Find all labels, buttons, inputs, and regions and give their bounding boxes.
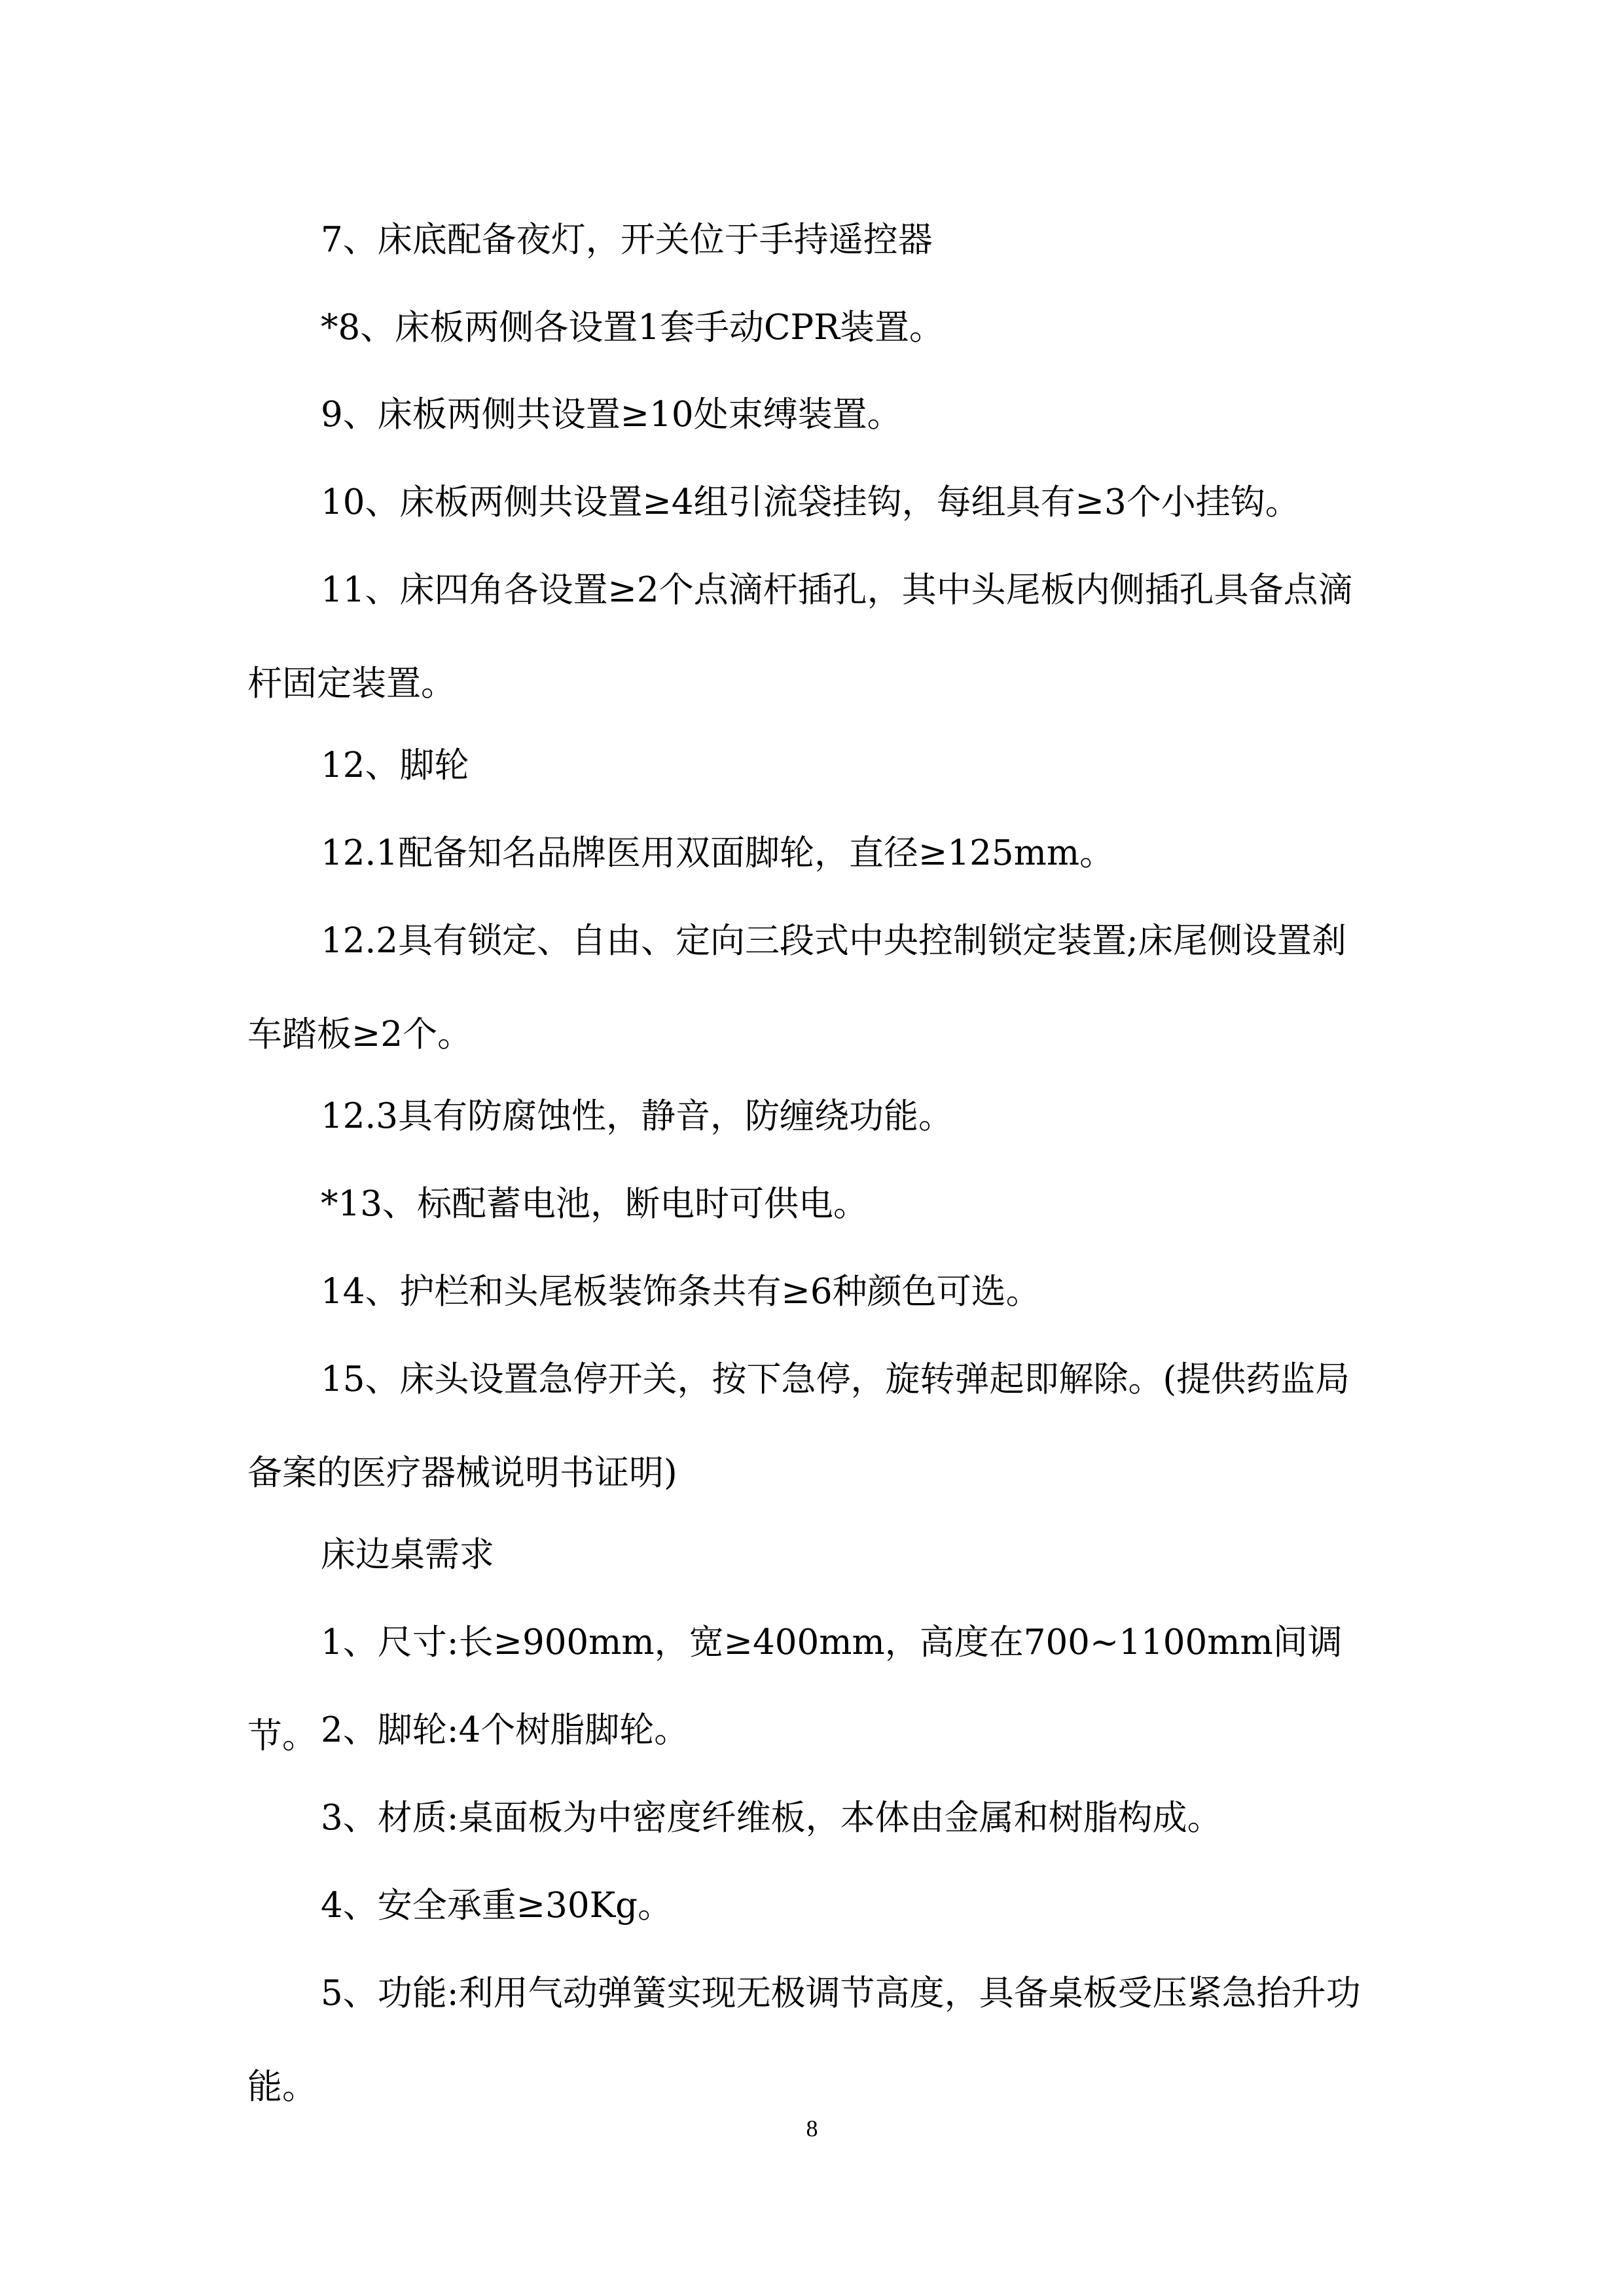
- paragraph-item-12-1: 12.1配备知名品牌医用双面脚轮，直径≥125mm。: [321, 833, 1115, 873]
- paragraph-item-12-2: 12.2具有锁定、自由、定向三段式中央控制锁定装置;床尾侧设置刹车踏板≥2个。: [247, 921, 1346, 1054]
- paragraph-item-9: 9、床板两侧共设置≥10处束缚装置。: [321, 395, 902, 435]
- paragraph-item-13: *13、标配蓄电池，断电时可供电。: [321, 1184, 868, 1224]
- paragraph-item-7: 7、床底配备夜灯，开关位于手持遥控器: [321, 220, 933, 260]
- paragraph-item-11: 11、床四角各设置≥2个点滴杆插孔，其中头尾板内侧插孔具备点滴杆固定装置。: [247, 570, 1353, 704]
- table-item-5: 5、功能:利用气动弹簧实现无极调节高度，具备桌板受压紧急抬升功能。: [247, 1973, 1361, 2107]
- page-number: 8: [806, 2115, 818, 2142]
- paragraph-item-10: 10、床板两侧共设置≥4组引流袋挂钩，每组具有≥3个小挂钩。: [321, 482, 1300, 522]
- table-item-3: 3、材质:桌面板为中密度纤维板，本体由金属和树脂构成。: [321, 1798, 1222, 1838]
- section-heading-bedside-table: 床边桌需求: [321, 1535, 494, 1575]
- table-item-1: 1、尺寸:长≥900mm，宽≥400mm，高度在700~1100mm间调节。: [247, 1623, 1343, 1756]
- paragraph-item-12: 12、脚轮: [321, 745, 469, 785]
- paragraph-item-8: *8、床板两侧各设置1套手动CPR装置。: [321, 308, 945, 348]
- paragraph-item-12-3: 12.3具有防腐蚀性，静音，防缠绕功能。: [321, 1096, 954, 1136]
- paragraph-item-14: 14、护栏和头尾板装饰条共有≥6种颜色可选。: [321, 1272, 1041, 1312]
- paragraph-item-15: 15、床头设置急停开关，按下急停，旋转弹起即解除。(提供药监局备案的医疗器械说明书证明): [247, 1359, 1350, 1493]
- table-item-4: 4、安全承重≥30Kg。: [321, 1886, 673, 1926]
- table-item-2: 2、脚轮:4个树脂脚轮。: [321, 1710, 689, 1750]
